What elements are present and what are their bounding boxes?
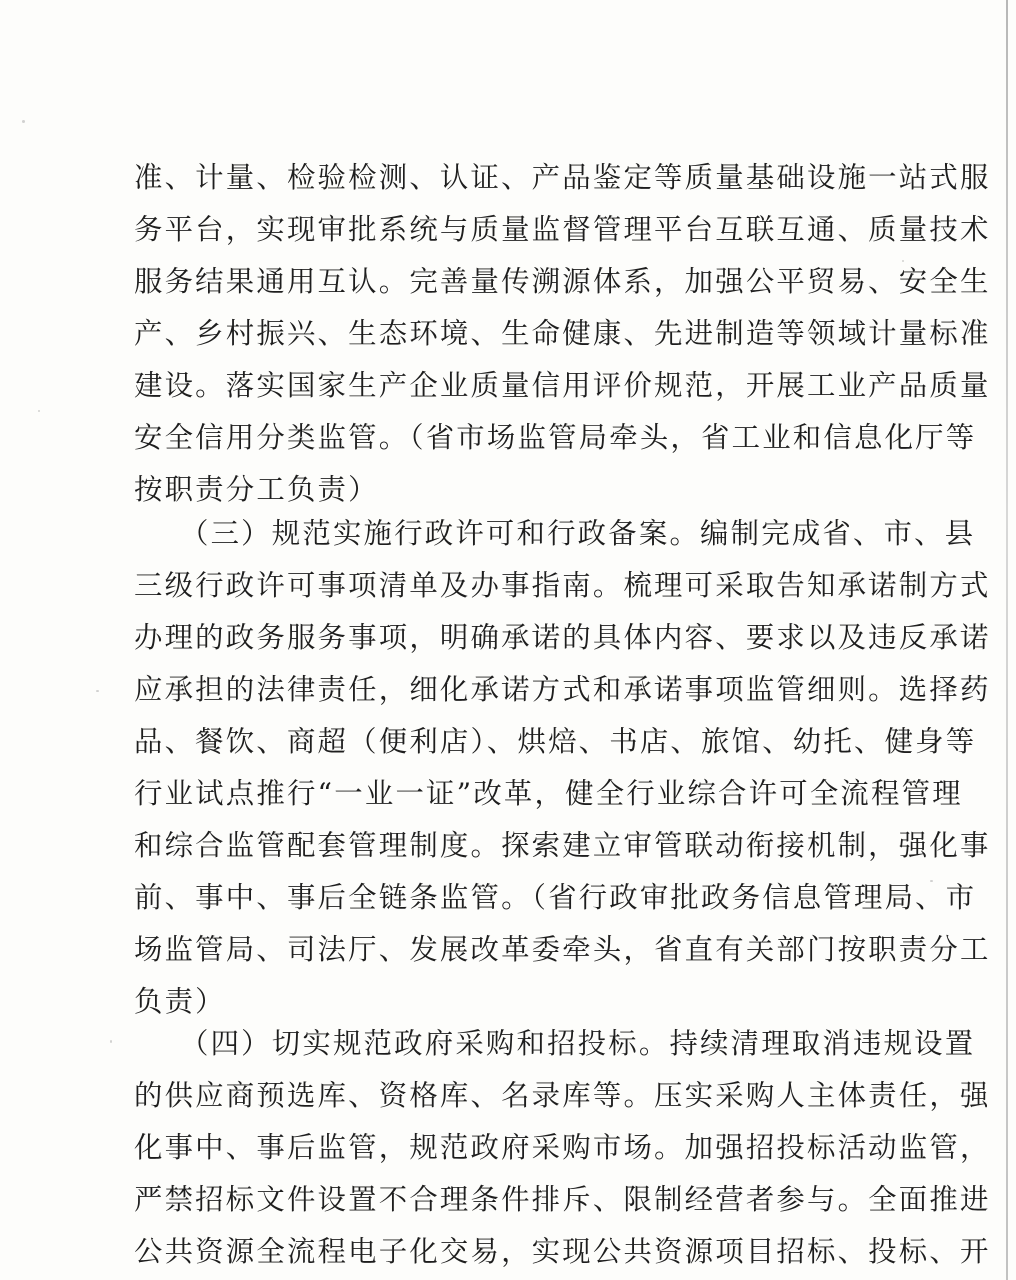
- section-heading-line: （四）切实规范政府采购和招投标。持续清理取消违规设置: [180, 1027, 976, 1060]
- text-line: 产、乡村振兴、生态环境、生命健康、先进制造等领域计量标准: [134, 317, 991, 350]
- text-line: 场监管局、司法厅、发展改革委牵头，省直有关部门按职责分工: [134, 933, 991, 966]
- scan-speck: [22, 120, 25, 123]
- text-line: 前、事中、事后全链条监管。（省行政审批政务信息管理局、市: [134, 881, 977, 914]
- scan-speck: [96, 690, 99, 692]
- text-line: 负责）: [134, 985, 226, 1018]
- paragraph-quality-infrastructure: [134, 152, 991, 516]
- text-line: 化事中、事后监管，规范政府采购市场。加强招投标活动监管，: [134, 1131, 991, 1164]
- text-line: 严禁招标文件设置不合理条件排斥、限制经营者参与。全面推进: [134, 1183, 991, 1216]
- scan-speck: [38, 410, 40, 412]
- section-4-government-procurement: [134, 1018, 991, 1278]
- text-line: 服务结果通用互认。完善量传溯源体系，加强公平贸易、安全生: [134, 265, 991, 298]
- text-line: 建设。落实国家生产企业质量信用评价规范，开展工业产品质量: [134, 369, 991, 402]
- text-line: 按职责分工负责）: [134, 473, 379, 506]
- scan-edge-shadow: [1006, 0, 1008, 1280]
- text-line: 准、计量、检验检测、认证、产品鉴定等质量基础设施一站式服: [134, 161, 991, 194]
- text-line: 应承担的法律责任，细化承诺方式和承诺事项监管细则。选择药: [134, 673, 991, 706]
- text-line: 行业试点推行“一业一证”改革，健全行业综合许可全流程管理: [134, 777, 963, 810]
- text-line: 公共资源全流程电子化交易，实现公共资源项目招标、投标、开: [134, 1235, 991, 1268]
- text-line: 的供应商预选库、资格库、名录库等。压实采购人主体责任，强: [134, 1079, 991, 1112]
- section-heading-line: （三）规范实施行政许可和行政备案。编制完成省、市、县: [180, 517, 976, 550]
- scan-speck: [902, 260, 904, 262]
- text-line: 和综合监管配套管理制度。探索建立审管联动衔接机制，强化事: [134, 829, 991, 862]
- text-line: 品、餐饮、商超（便利店）、烘焙、书店、旅馆、幼托、健身等: [134, 725, 977, 758]
- text-line: 安全信用分类监管。（省市场监管局牵头，省工业和信息化厅等: [134, 421, 977, 454]
- scan-speck: [110, 1040, 112, 1043]
- text-line: 三级行政许可事项清单及办事指南。梳理可采取告知承诺制方式: [134, 569, 991, 602]
- text-line: 办理的政务服务事项，明确承诺的具体内容、要求以及违反承诺: [134, 621, 991, 654]
- text-line: 务平台，实现审批系统与质量监督管理平台互联互通、质量技术: [134, 213, 991, 246]
- section-3-administrative-licensing: [134, 508, 991, 1028]
